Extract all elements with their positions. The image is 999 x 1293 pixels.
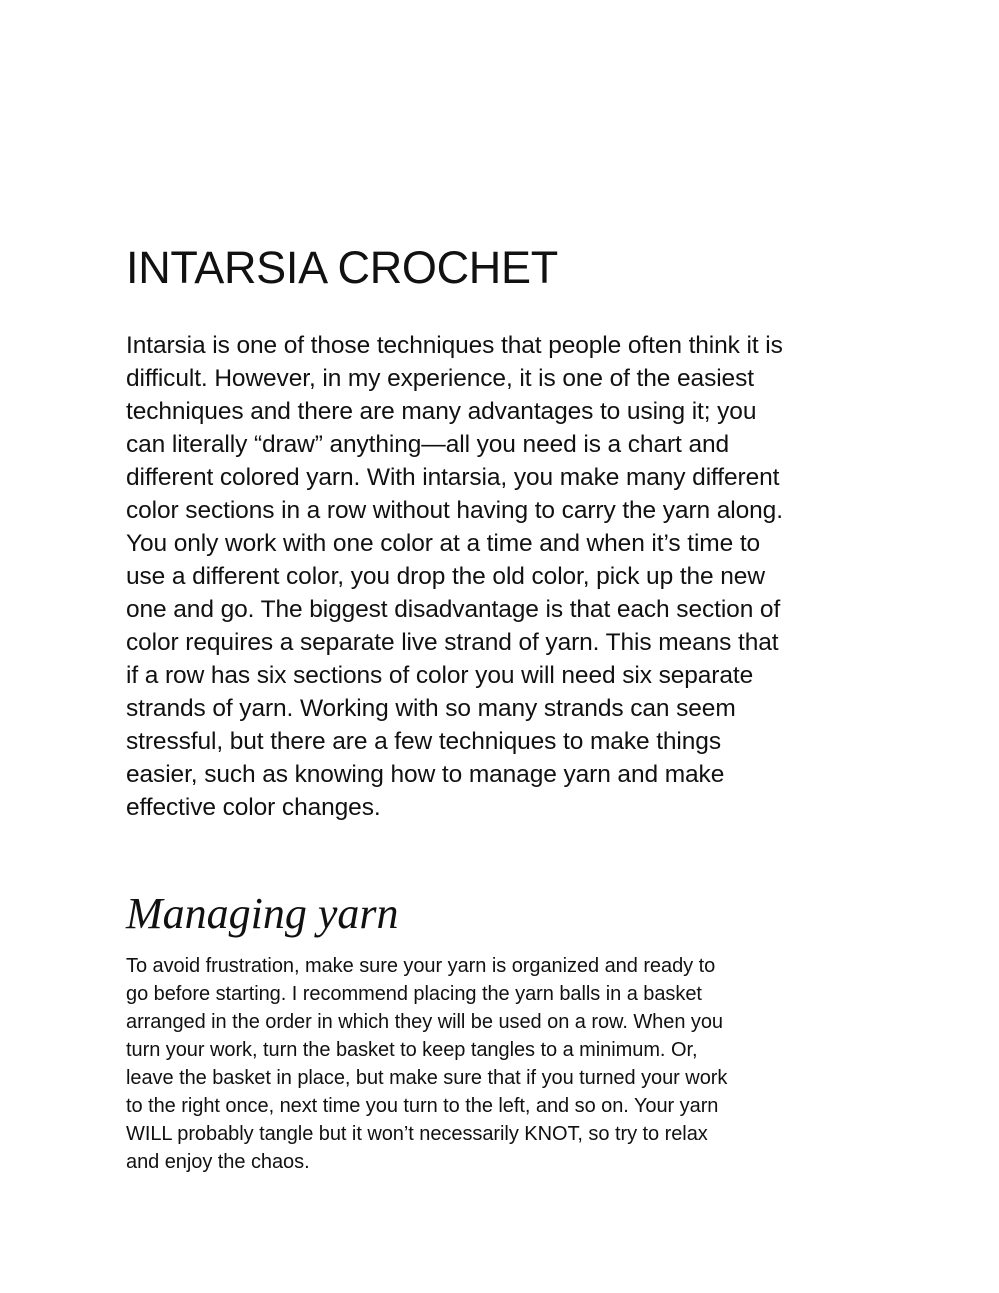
intro-line: effective color changes. — [126, 794, 381, 821]
intro-line: color sections in a row without having to carry the yarn along. — [126, 497, 783, 524]
section-line: arranged in the order in which they will be used on a row. When you — [126, 1011, 723, 1033]
intro-line: strands of yarn. Working with so many strands can seem — [126, 695, 736, 722]
section-paragraph — [126, 952, 886, 1176]
intro-line: stressful, but there are a few techniques to make things — [126, 728, 721, 755]
intro-line: You only work with one color at a time and when it’s time to — [126, 530, 761, 557]
section-line: go before starting. I recommend placing the yarn balls in a basket — [126, 983, 702, 1005]
section-line: leave the basket in place, but make sure that if you turned your work — [126, 1067, 728, 1089]
section-line: and enjoy the chaos. — [126, 1151, 310, 1173]
intro-line: if a row has six sections of color you will need six separate — [126, 662, 754, 689]
intro-line: difficult. However, in my experience, it is one of the easiest — [126, 365, 754, 392]
section-line: WILL probably tangle but it won’t necessarily KNOT, so try to relax — [126, 1123, 708, 1145]
section-line: to the right once, next time you turn to the left, and so on. Your yarn — [126, 1095, 719, 1117]
section-heading: Managing yarn — [126, 889, 399, 938]
intro-line: different colored yarn. With intarsia, you make many different — [126, 464, 780, 491]
intro-line: easier, such as knowing how to manage yarn and make — [126, 761, 725, 788]
intro-line: one and go. The biggest disadvantage is that each section of — [126, 596, 781, 623]
section-line: turn your work, turn the basket to keep tangles to a minimum. Or, — [126, 1039, 698, 1061]
intro-line: Intarsia is one of those techniques that people often think it is — [126, 332, 783, 359]
section-line: To avoid frustration, make sure your yarn is organized and ready to — [126, 955, 716, 977]
intro-line: can literally “draw” anything—all you need is a chart and — [126, 431, 730, 458]
intro-line: use a different color, you drop the old color, pick up the new — [126, 563, 765, 590]
intro-line: techniques and there are many advantages to using it; you — [126, 398, 757, 425]
intro-paragraph — [126, 329, 896, 824]
page-title: INTARSIA CROCHET — [126, 242, 558, 293]
intro-line: color requires a separate live strand of yarn. This means that — [126, 629, 779, 656]
